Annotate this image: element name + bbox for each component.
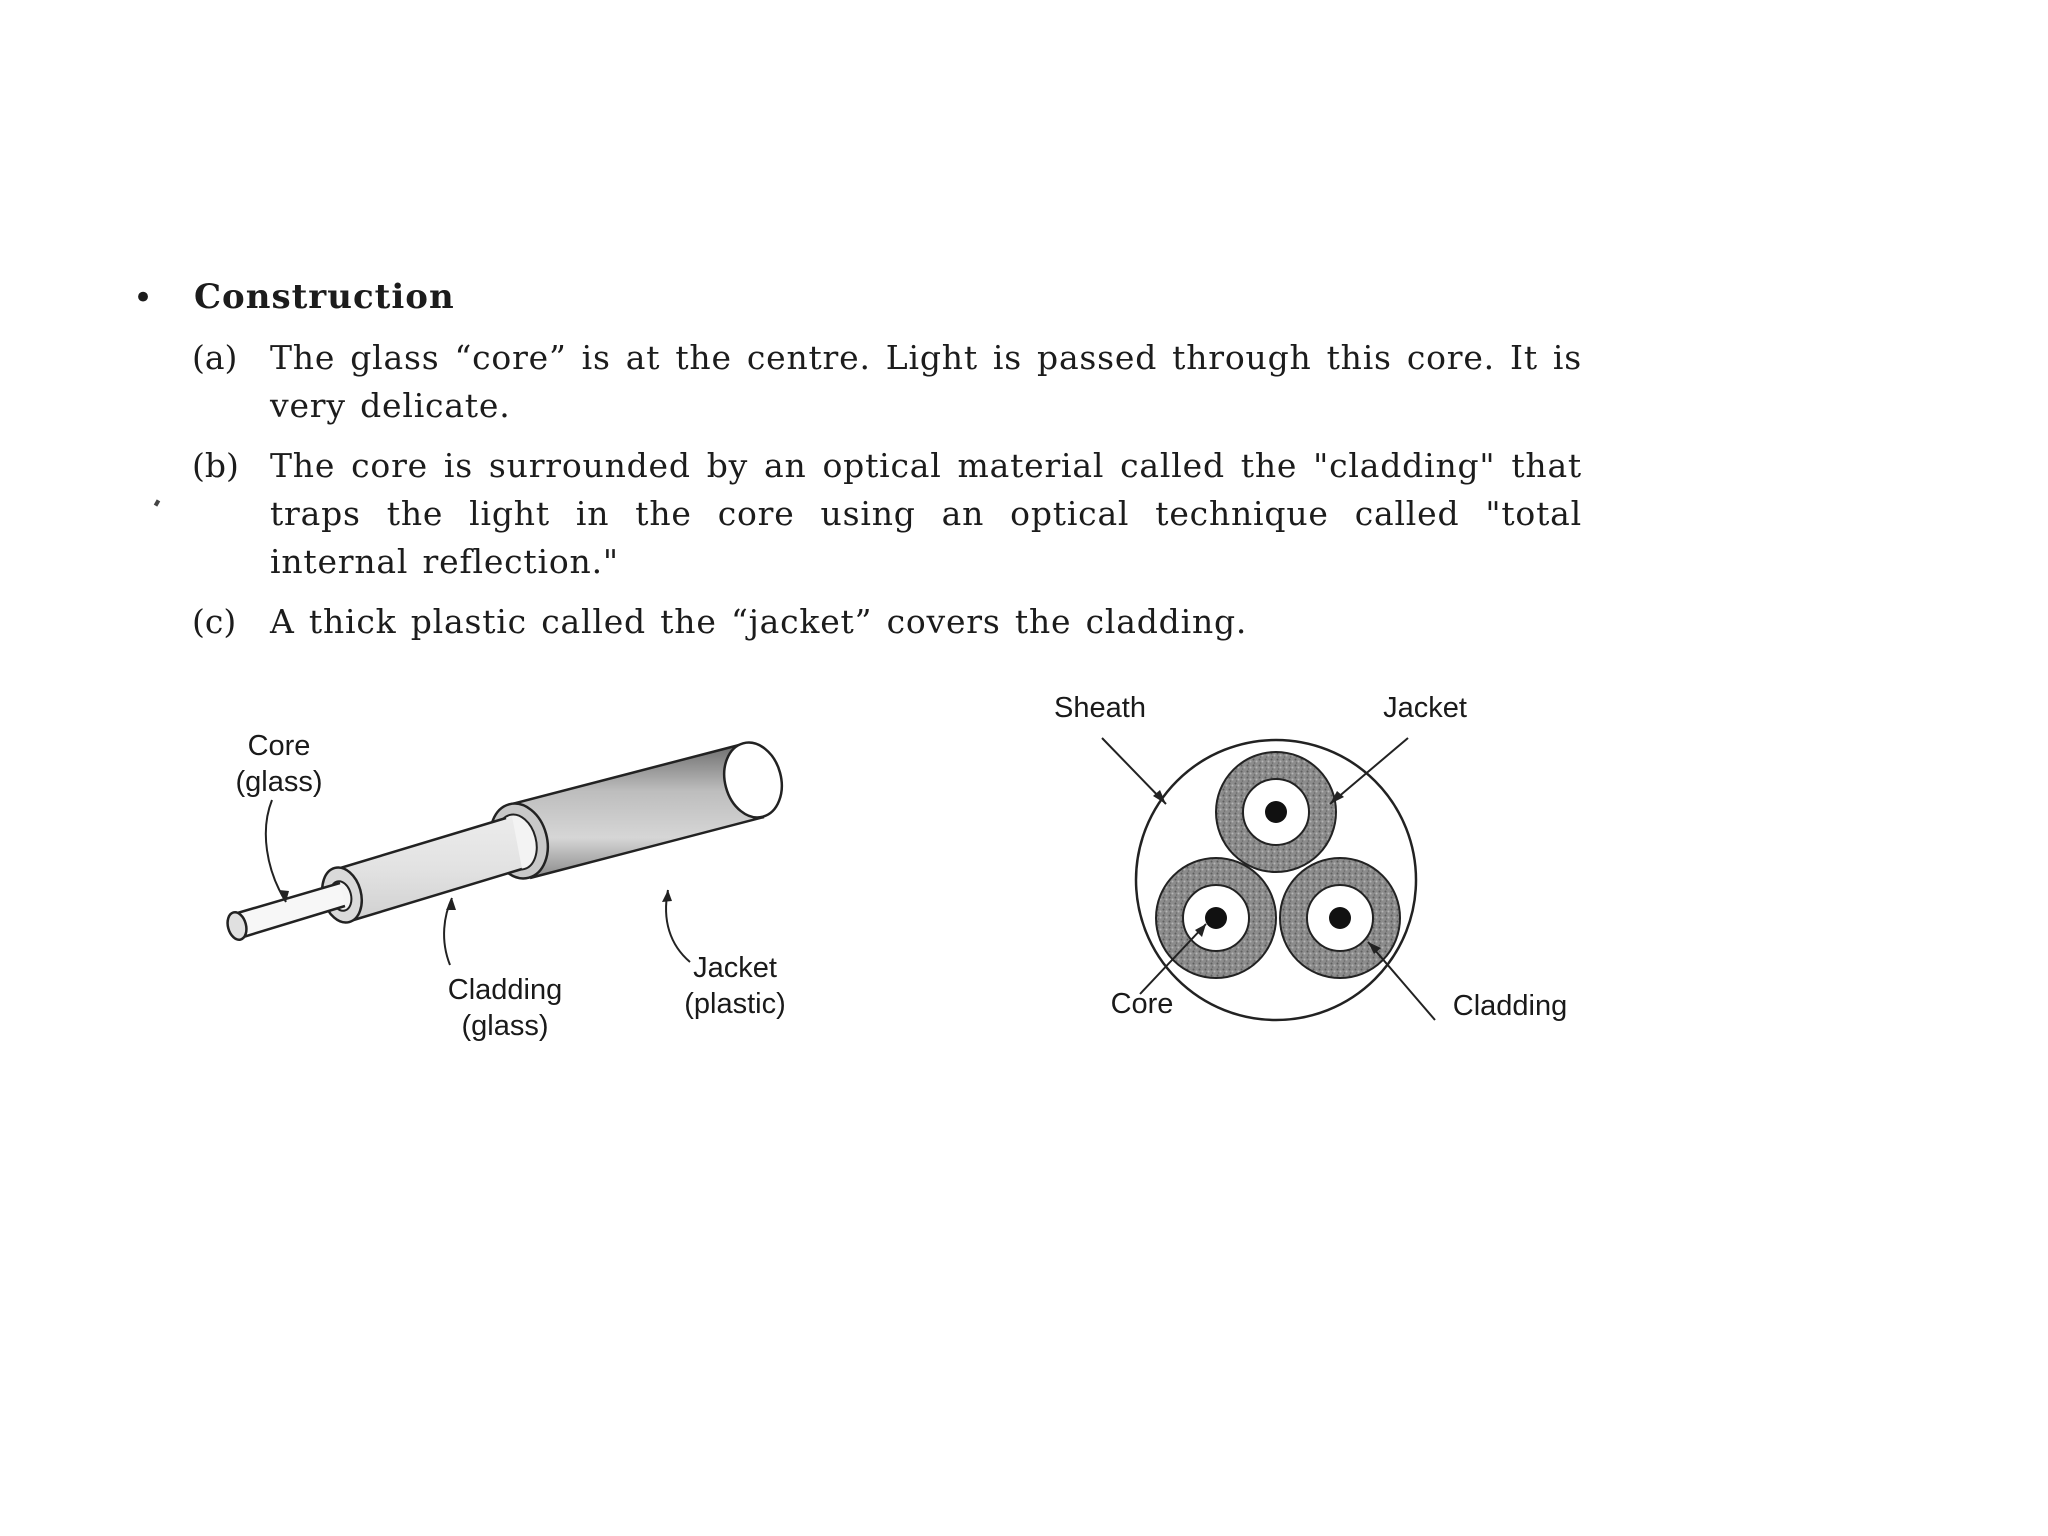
core-material-text: (glass) <box>235 766 323 798</box>
cladding-cylinder <box>316 816 522 927</box>
cladding-label <box>430 972 580 1044</box>
fiber-diagram <box>200 700 840 1070</box>
core-label <box>224 728 334 800</box>
cable-cladding-label: Cladding <box>1452 990 1568 1022</box>
cladding-material-text: (glass) <box>461 1010 549 1042</box>
fiber-unit-top <box>1216 752 1336 872</box>
item-tag: (b) <box>192 446 239 485</box>
item-tag: (a) <box>192 338 238 377</box>
item-text: A thick plastic called the “jacket” covers the cladding. <box>270 602 1248 641</box>
cable-jacket-label: Jacket <box>1383 692 1467 724</box>
jacket-cylinder <box>482 736 790 885</box>
stray-mark <box>154 499 160 506</box>
list-item-a <box>192 334 1582 430</box>
item-text: The core is surrounded by an optical material called the "cladding" that traps the light in the core using an optical technique called "total internal reflection." <box>270 446 1582 581</box>
cladding-label-text: Cladding <box>447 974 563 1006</box>
list-item-c <box>192 598 1582 646</box>
item-text: The glass “core” is at the centre. Light is passed through this core. It is very delicate. <box>270 338 1582 425</box>
jacket-material-text: (plastic) <box>684 988 786 1020</box>
sheath-label: Sheath <box>1054 692 1146 724</box>
jacket-label-text: Jacket <box>693 952 777 984</box>
list-item-b <box>192 442 1582 586</box>
cable-cross-section <box>1030 680 1610 1040</box>
fiber-unit-left <box>1156 858 1276 978</box>
jacket-label <box>670 950 800 1022</box>
fiber-unit-right <box>1280 858 1400 978</box>
item-tag: (c) <box>192 602 237 641</box>
section-heading: Construction <box>194 277 455 317</box>
section-bullet: • <box>133 278 154 318</box>
cable-core-label: Core <box>1110 988 1174 1020</box>
core-label-text: Core <box>247 730 311 762</box>
